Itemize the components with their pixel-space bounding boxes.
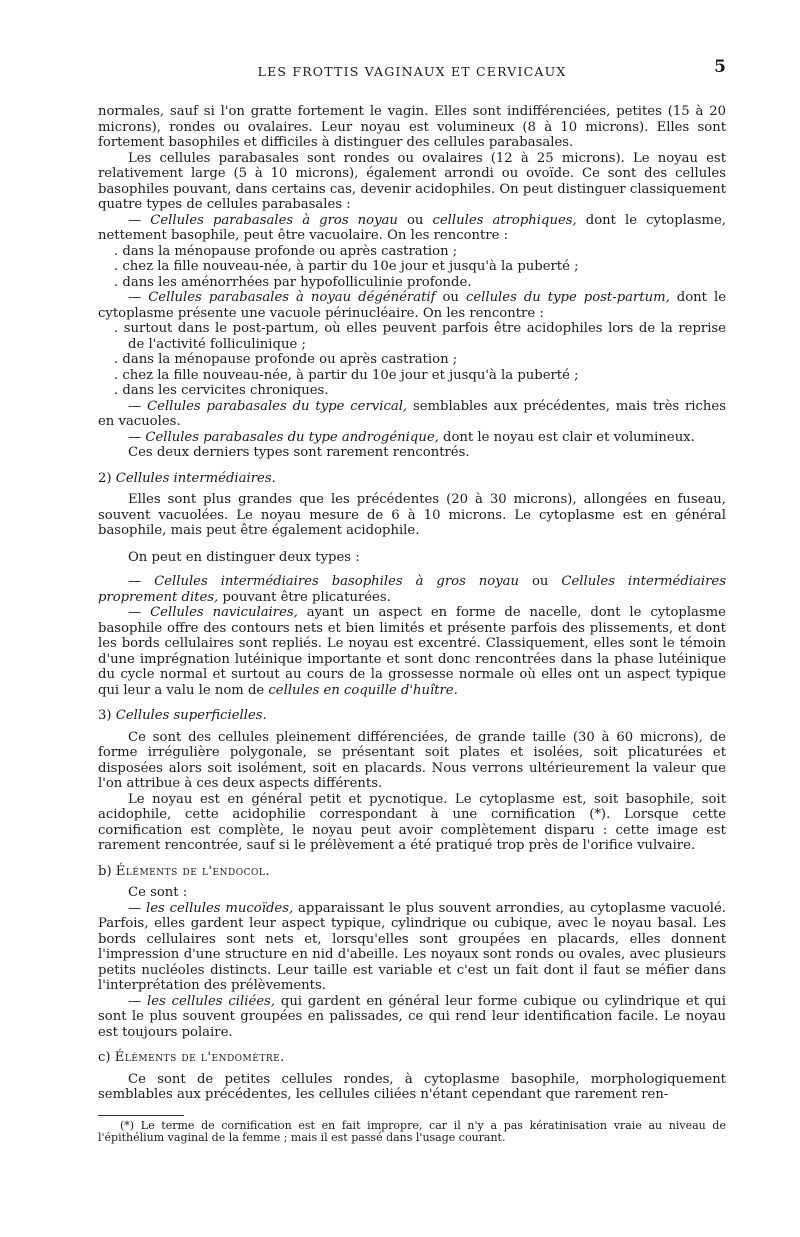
paragraph: Ce sont de petites cellules rondes, à cytoplasme basophile, morphologiquement semblables aux précédentes, les cellules ciliées n'étant cependant que rarement ren- (98, 1071, 726, 1102)
em-dash: — (128, 900, 147, 916)
italic-term: Cellules parabasales du type cervical, (147, 398, 408, 414)
type-paragraph (98, 290, 726, 321)
body-text: ayant un aspect en forme de nacelle, dont le cytoplasme basophile offre des contours nets et bien limités et présente parfois des plissements, et dont les bords cellulaires sont repliés. Le noyau est excentré. Classiquement, elles sont le témoin d'une imprégnation lutéinique importante et sont donc rencontrées dans la phase lutéinique du cycle normal et surtout au cours de la grossesse normale où elles ont un aspect typique qui leur a valu le nom de (98, 605, 726, 698)
section-heading (98, 864, 726, 880)
paragraph: Le noyau est en général petit et pycnotique. Le cytoplasme est, soit basophile, soit acidophile, cette acidophilie correspondant à une cornification (*). Lorsque cette cornification est complète, le noyau peut avoir complètement disparu : cette image est rarement rencontrée, sauf si le prélèvement a été pratiqué trop près de l'orifice vulvaire. (98, 791, 726, 853)
type-paragraph (98, 605, 726, 698)
body-text: qui gardent en général leur forme cubique ou cylindrique et qui sont le plus souvent groupées en palissades, ce qui rend leur identification facile. Le noyau est toujours polaire. (98, 993, 726, 1040)
italic-term: Cellules parabasales à gros noyau (150, 212, 398, 228)
section-title: Éléments de l'endocol. (115, 863, 271, 879)
list-item: . dans la ménopause profonde ou après castration ; (114, 352, 458, 367)
list-item: . dans les cervicites chroniques. (114, 383, 329, 398)
running-header (98, 57, 726, 82)
italic-term: Cellules intermédiaires basophiles à gros noyau (154, 574, 520, 589)
em-dash: — (128, 290, 149, 305)
paragraph: On peut en distinguer deux types : (128, 549, 360, 565)
section-heading (98, 471, 726, 487)
paragraph: Elles sont plus grandes que les précédentes (20 à 30 microns), allongées en fuseau, souvent vacuolées. Le noyau mesure de 6 à 10 microns. Le cytoplasme est en général basophile, mais peut être également acidophile. (98, 492, 726, 538)
paragraph: Ce sont : (128, 885, 188, 900)
italic-term: cellules atrophiques, (432, 212, 577, 228)
list-item: . chez la fille nouveau-née, à partir du 10e jour et jusqu'à la puberté ; (114, 367, 579, 383)
paragraph: normales, sauf si l'on gratte fortement le vagin. Elles sont indifférenciées, petites (15 à 20 microns), rondes ou ovalaires. Leur noyau est volumineux (8 à 10 microns). Elles sont fortement basophiles et difficiles à distinguer des cellules parabasales. (98, 104, 726, 150)
em-dash: — (128, 212, 151, 228)
body-text: dont le cytoplasme, nettement basophile, peut être vacuolaire. On les rencontre : (98, 212, 726, 243)
body-text: apparaissant le plus souvent arrondies, au cytoplasme vacuolé. Parfois, elles gardent leur aspect typique, cylindrique ou cubique, avec le noyau basal. Les bords cellulaires sont nets et, lorsqu'elles sont groupées en placards, elles donnent l'impression d'une structure en nid d'abeille. Les noyaux sont ronds ou ovales, avec plusieurs petits nucléoles distincts. Leur taille est variable et c'est un fait dont il faut se méfier dans l'interprétation des prélèvements. (98, 900, 726, 993)
page (98, 57, 726, 1145)
italic-term: les cellules ciliées, (147, 993, 276, 1009)
type-paragraph (98, 901, 726, 994)
italic-term: cellules en coquille d'huître. (268, 682, 458, 698)
paragraph: Les cellules parabasales sont rondes ou ovalaires (12 à 25 microns). Le noyau est relativement large (5 à 10 microns), également arrondi ou ovoïde. Ce sont des cellules basophiles pouvant, dans certains cas, devenir acidophiles. On peut distinguer classiquement quatre types de cellules parabasales : (98, 150, 726, 212)
section-number: c) (98, 1050, 115, 1065)
section-heading (98, 1050, 726, 1066)
type-paragraph (98, 994, 726, 1041)
section-number: b) (98, 863, 116, 879)
em-dash: — (128, 398, 148, 414)
em-dash: — (128, 574, 155, 589)
section-title: Cellules superficielles. (115, 708, 267, 723)
paragraph: Ce sont des cellules pleinement différenciées, de grande taille (30 à 60 microns), de forme irrégulière polygonale, se présentant soit plates et isolées, soit plicaturées et disposées alors soit isolément, soit en placards. Nous verrons ultérieurement la valeur que l'on attribue à ces deux aspects différents. (98, 729, 726, 791)
list-item: . chez la fille nouveau-née, à partir du 10e jour et jusqu'à la puberté ; (114, 259, 579, 274)
footnote: (*) Le terme de cornification est en fait impropre, car il n'y a pas kératinisation vraie au niveau de l'épithélium vaginal de la femme ; mais il est passé dans l'usage courant. (98, 1118, 726, 1144)
body-text: dont le cytoplasme présente une vacuole périnucléaire. On les rencontre : (98, 290, 726, 321)
em-dash: — (128, 605, 151, 620)
connector-text: ou (397, 212, 433, 228)
body-text: dont le noyau est clair et volumineux. (438, 429, 695, 445)
list-item: . surtout dans le post-partum, où elles peuvent parfois être acidophiles lors de la reprise de l'activité folliculinique ; (114, 321, 726, 352)
em-dash: — (128, 429, 146, 445)
connector-text: ou (435, 290, 466, 305)
list-item: . dans les aménorrhées par hypofolliculinie profonde. (114, 274, 472, 290)
footnote-rule (98, 1115, 184, 1116)
type-paragraph (98, 399, 726, 430)
paragraph: Ces deux derniers types sont rarement rencontrés. (128, 445, 470, 460)
italic-term: cellules du type post-partum, (465, 290, 670, 305)
connector-text: ou (519, 574, 562, 589)
running-title: LES FROTTIS VAGINAUX ET CERVICAUX (257, 64, 567, 79)
section-number: 2) (98, 470, 116, 486)
italic-term: Cellules parabasales du type androgénique, (145, 429, 439, 445)
body-text: semblables aux précédentes, mais très riches en vacuoles. (98, 398, 726, 429)
body-text: pouvant être plicaturées. (218, 589, 391, 605)
italic-term: les cellules mucoïdes, (146, 900, 294, 916)
italic-term: Cellules intermédiaires proprement dites, (98, 574, 726, 605)
italic-term: Cellules parabasales à noyau dégénératif (148, 290, 436, 305)
italic-term: Cellules naviculaires, (150, 605, 298, 620)
type-paragraph (98, 213, 726, 244)
section-heading (98, 708, 726, 724)
section-title: Cellules intermédiaires. (115, 470, 276, 486)
type-paragraph (98, 430, 726, 446)
type-paragraph (98, 574, 726, 605)
list-item: . dans la ménopause profonde ou après castration ; (114, 243, 458, 259)
page-number: 5 (714, 57, 726, 77)
em-dash: — (128, 993, 148, 1009)
section-title: Éléments de l'endomètre. (114, 1050, 285, 1065)
section-number: 3) (98, 708, 116, 723)
